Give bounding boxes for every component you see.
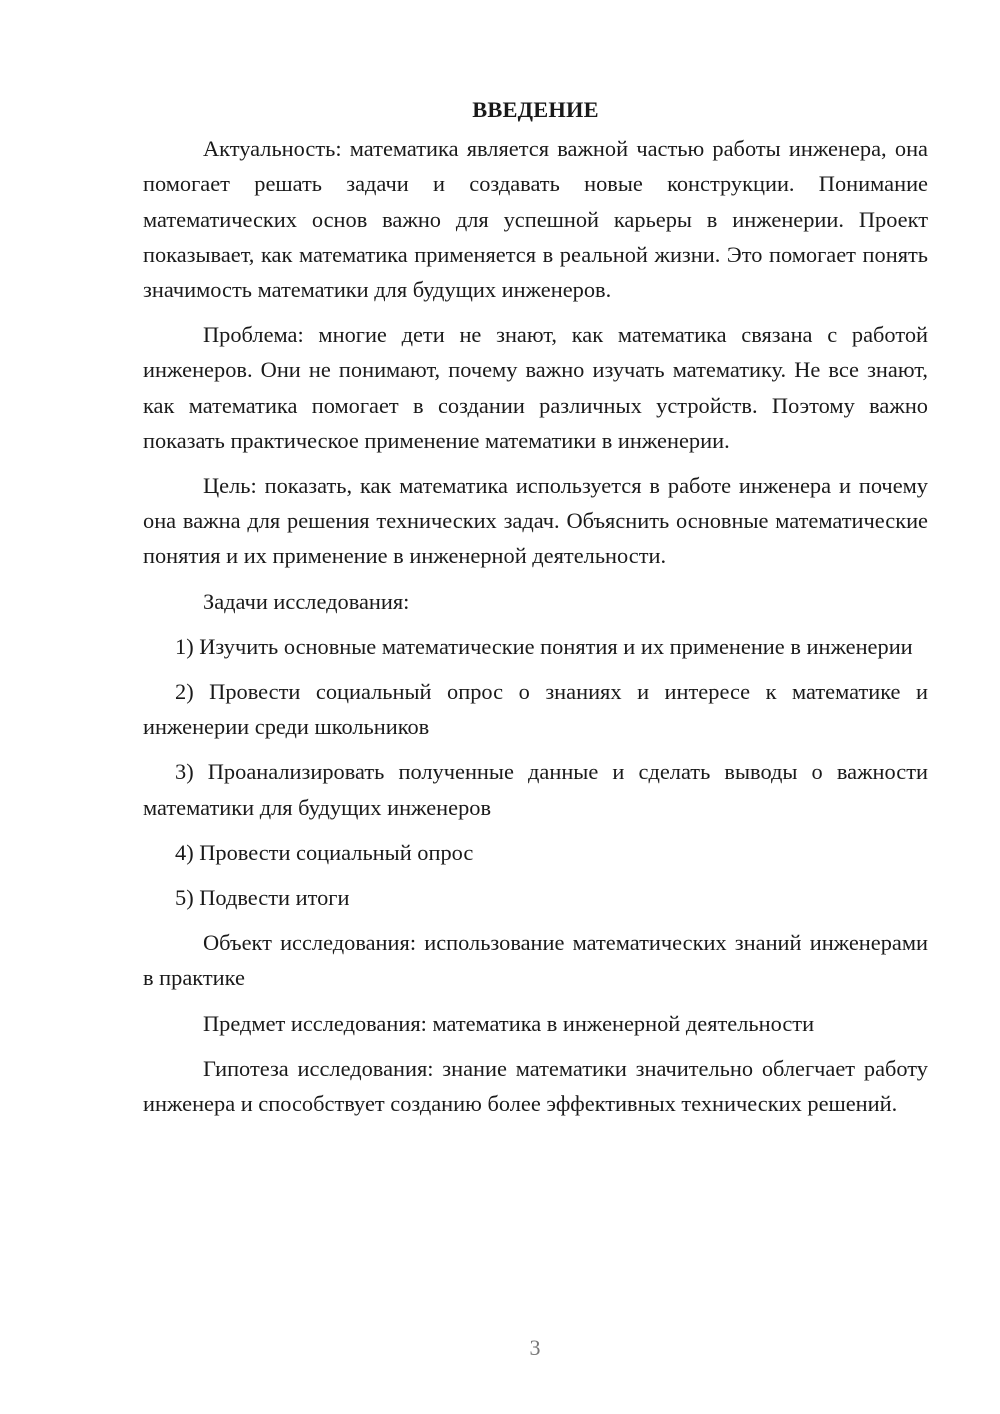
task-item: 5) Подвести итоги bbox=[175, 885, 350, 911]
tasks-heading: Задачи исследования: bbox=[203, 588, 410, 614]
task-item: 2) Провести социальный опрос о знаниях и интересе к математике и инженерии среди школьников bbox=[143, 679, 928, 740]
hypothesis-paragraph: Гипотеза исследования: знание математики значительно облегчает работу инженера и способствует созданию более эффективных технических решений. bbox=[143, 1055, 928, 1117]
document-body bbox=[143, 92, 928, 1131]
goal-paragraph: Цель: показать, как математика используется в работе инженера и почему она важна для решения технических задач. Объяснить основные математические понятия и их применение в инженерной деятельности. bbox=[143, 473, 928, 569]
task-item: 4) Провести социальный опрос bbox=[175, 839, 474, 865]
page-title: ВВЕДЕНИЕ bbox=[472, 97, 599, 122]
subject-paragraph: Предмет исследования: математика в инженерной деятельности bbox=[203, 1010, 815, 1036]
tasks-list bbox=[143, 629, 928, 915]
object-paragraph: Объект исследования: использование математических знаний инженерами в практике bbox=[143, 930, 928, 991]
page-number: 3 bbox=[529, 1335, 541, 1360]
problem-paragraph: Проблема: многие дети не знают, как математика связана с работой инженеров. Они не понимают, почему важно изучать математику. Не все знают, как математика помогает в создании различных устройств. Поэтому важно показать практическое применение математики в инженерии. bbox=[143, 322, 928, 453]
task-item: 3) Проанализировать полученные данные и сделать выводы о важности математики для будущих инженеров bbox=[143, 759, 928, 820]
relevance-paragraph: Актуальность: математика является важной частью работы инженера, она помогает решать задачи и создавать новые конструкции. Понимание математических основ важно для успешной карьеры в инженерии. Проект показывает, как математика применяется в реальной жизни. Это помогает понять значимость математики для будущих инженеров. bbox=[143, 136, 928, 303]
task-item: 1) Изучить основные математические понятия и их применение в инженерии bbox=[175, 633, 913, 659]
